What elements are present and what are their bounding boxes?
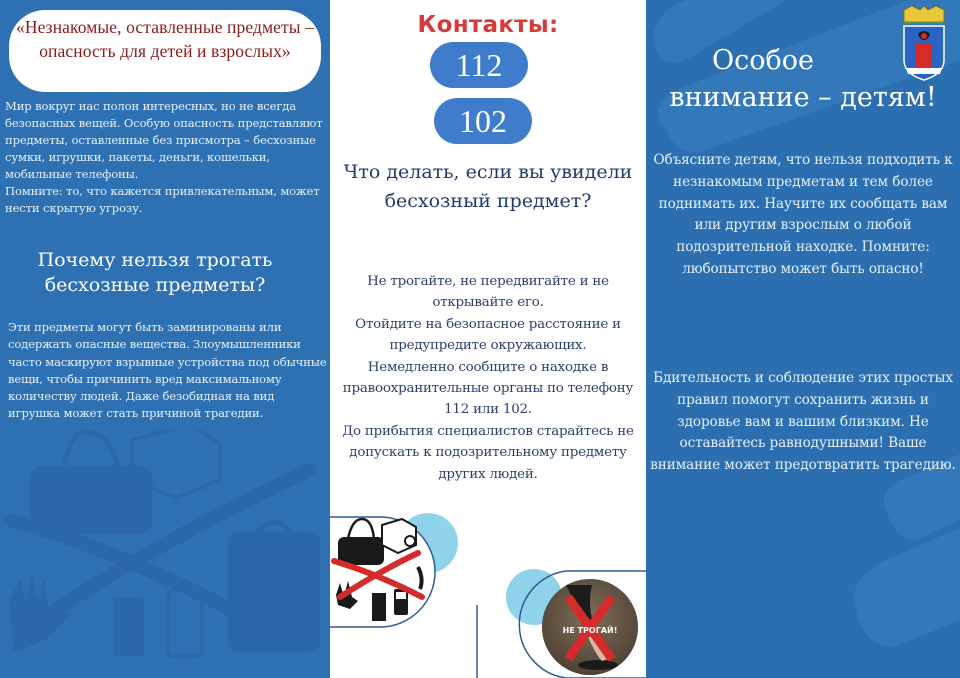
vigilance-text: Бдительность и соблюдение этих простых правил помогут сохранить жизнь и здоровье вам и вашим близким. Не оставайтесь равнодушными! Ваше внимание может предотвратить трагедию. xyxy=(650,370,956,474)
left-panel xyxy=(0,0,330,678)
instruction-item: Немедленно сообщите о находке в правоохранительные органы по телефону 112 или 102. xyxy=(342,359,634,418)
contacts-title: Контакты: xyxy=(417,12,559,38)
why-not-touch-heading: Почему нельзя трогать бесхозные предметы? xyxy=(37,249,273,296)
leaflet-title: «Незнакомые, оставленные предметы – опасность для детей и взрослых» xyxy=(9,10,321,92)
city-coat-of-arms-icon xyxy=(892,4,956,82)
instructions-list xyxy=(330,271,646,485)
heading-line-2: внимание – детям! xyxy=(669,82,937,113)
heading-line-1: Особое xyxy=(711,45,814,76)
intro-paragraph: Мир вокруг нас полон интересных, но не всегда безопасных вещей. Особую опасность представляют предметы, оставленные без присмотра – бесхозные сумки, игрушки, пакеты, деньги, кошельки, мобильные телефоны. xyxy=(5,99,323,181)
illustrations xyxy=(330,505,646,678)
children-advice-text: Объясните детям, что нельзя подходить к незнакомым предметам и тем более поднимать их. Научите их сообщать вам или другим взрослым о любой подозрительной находке. Помните: любопытство может быть опасно! xyxy=(653,152,953,277)
why-not-touch-text: Эти предметы могут быть заминированы или содержать опасные вещества. Злоумышленники часто маскируют взрывные устройства под обычные вещи, чтобы причинить вред максимальному количеству людей. Даже безобидная на вид игрушка может стать причиной трагедии. xyxy=(8,320,327,421)
instruction-item: Отойдите на безопасное расстояние и предупредите окружающих. xyxy=(355,316,621,354)
middle-panel xyxy=(330,0,646,678)
instruction-item: Не трогайте, не передвигайте и не открывайте его. xyxy=(367,274,609,311)
do-not-touch-label: НЕ ТРОГАЙ! xyxy=(562,626,618,635)
crossed-out-items-icon xyxy=(330,513,458,627)
right-panel xyxy=(646,0,960,678)
phone-102-badge: 102 xyxy=(434,98,532,144)
do-not-touch-photo xyxy=(506,569,646,678)
instruction-item: До прибытия специалистов старайтесь не допускать к подозрительному предмету других людей. xyxy=(342,423,634,482)
intro-reminder: Помните: то, что кажется привлекательным, может нести скрытую угрозу. xyxy=(5,184,320,215)
phone-112-badge: 112 xyxy=(430,42,528,88)
intro-text xyxy=(5,98,327,217)
crossed-out-items-watermark-icon xyxy=(0,430,330,678)
what-to-do-heading: Что делать, если вы увидели бесхозный предмет? xyxy=(343,161,633,212)
